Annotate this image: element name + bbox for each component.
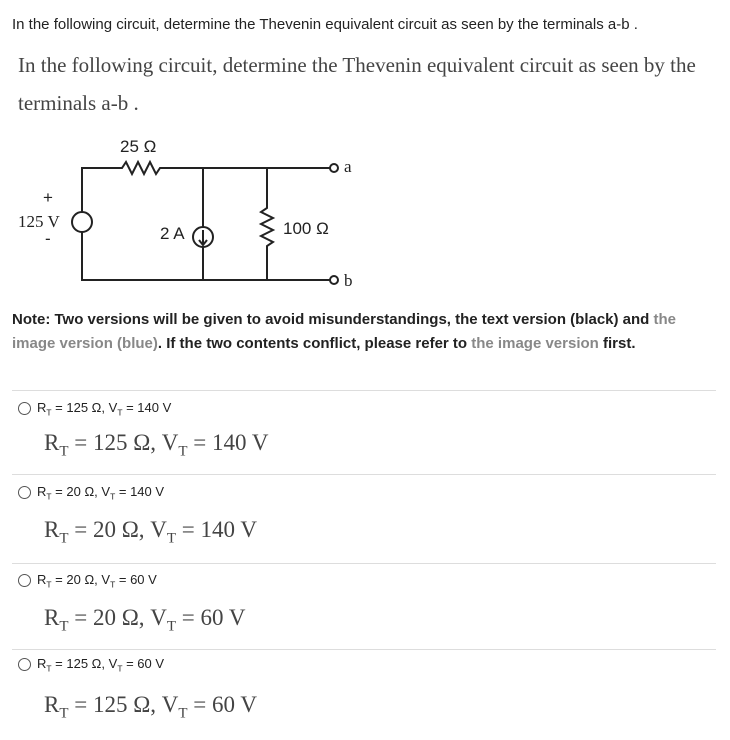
radio-button[interactable] xyxy=(18,658,31,671)
r2-label: 100 Ω xyxy=(283,219,329,238)
terminal-a-icon xyxy=(330,164,338,172)
top-wire-with-25-ohm-resistor xyxy=(82,162,330,212)
minus-label: - xyxy=(45,229,51,248)
resistance-value: 125 Ω xyxy=(92,430,151,455)
option-4[interactable] xyxy=(18,656,164,674)
comma: , xyxy=(138,517,151,542)
resistance-value: 20 Ω xyxy=(92,517,139,542)
equals: = xyxy=(176,605,201,630)
r-symbol: R xyxy=(44,692,60,717)
note-text: Note: Two versions will be given to avoid misunderstandings, the text version (black) and xyxy=(12,311,654,328)
option-text xyxy=(37,572,157,590)
subscript-t: T xyxy=(46,579,52,590)
v-symbol: V xyxy=(150,605,167,630)
100-ohm-resistor xyxy=(261,168,273,280)
v-symbol: V xyxy=(161,430,179,455)
terminal-b-icon xyxy=(330,276,338,284)
separator xyxy=(12,563,716,564)
question-text: In the following circuit, determine the Thevenin equivalent circuit as seen by the terminals a-b . xyxy=(12,16,638,33)
equals: = xyxy=(51,656,67,671)
note-text: . If the two contents conflict, please refer to xyxy=(157,335,472,352)
resistance-value: 125 Ω xyxy=(66,656,102,671)
equals: = xyxy=(68,517,93,542)
voltage-value: 140 V xyxy=(212,430,269,455)
v-symbol: V xyxy=(150,517,167,542)
comma: , xyxy=(150,692,162,717)
note-text: first. xyxy=(598,335,636,352)
a-label: a xyxy=(344,157,352,176)
r-symbol: R xyxy=(44,430,60,455)
is-label: 2 A xyxy=(160,224,185,243)
separator xyxy=(12,474,716,475)
option-3[interactable] xyxy=(18,572,157,590)
resistance-value: 20 Ω xyxy=(66,484,95,499)
subscript-t: T xyxy=(46,663,52,674)
r-symbol: R xyxy=(44,605,60,630)
equals: = xyxy=(187,692,213,717)
r-symbol: R xyxy=(44,517,60,542)
equals: = xyxy=(68,605,93,630)
separator xyxy=(12,390,716,391)
circuit-diagram xyxy=(0,0,730,300)
option-2[interactable] xyxy=(18,484,164,502)
separator xyxy=(12,649,716,650)
current-arrow-down-icon xyxy=(199,230,207,245)
bottom-wire xyxy=(82,232,330,280)
voltage-value: 140 V xyxy=(200,517,257,542)
subscript-t: T xyxy=(59,618,69,635)
r1-label: 25 Ω xyxy=(120,137,157,156)
resistance-value: 20 Ω xyxy=(92,605,139,630)
equals: = xyxy=(122,656,138,671)
option-text xyxy=(37,400,171,418)
v-symbol: V xyxy=(101,572,111,587)
option-text xyxy=(37,484,164,502)
r-symbol: R xyxy=(37,484,47,499)
voltage-value: 60 V xyxy=(137,656,165,671)
voltage-value: 60 V xyxy=(212,692,257,717)
plus-label: + xyxy=(43,188,53,207)
v-symbol: V xyxy=(108,400,118,415)
option-1[interactable] xyxy=(18,400,171,418)
v-symbol: V xyxy=(101,484,111,499)
subscript-t: T xyxy=(59,443,69,460)
option-image-text xyxy=(44,430,268,461)
equals: = xyxy=(68,430,93,455)
subscript-t: T xyxy=(117,663,123,674)
question-image-line2: terminals a-b . xyxy=(18,91,139,115)
r-symbol: R xyxy=(37,400,47,415)
equals: = xyxy=(122,400,138,415)
comma: , xyxy=(94,572,102,587)
comma: , xyxy=(94,484,102,499)
option-image-text xyxy=(44,517,257,548)
resistance-value: 20 Ω xyxy=(66,572,95,587)
v-symbol: V xyxy=(108,656,118,671)
subscript-t: T xyxy=(59,530,69,547)
voltage-value: 60 V xyxy=(130,572,157,587)
resistance-value: 125 Ω xyxy=(92,692,151,717)
note-gray: the image version (blue) xyxy=(12,311,677,352)
comma: , xyxy=(138,605,151,630)
equals: = xyxy=(115,484,131,499)
r-symbol: R xyxy=(37,572,47,587)
voltage-value: 140 V xyxy=(130,484,165,499)
subscript-t: T xyxy=(166,530,177,547)
radio-button[interactable] xyxy=(18,486,31,499)
subscript-t: T xyxy=(59,705,69,722)
subscript-t: T xyxy=(46,407,52,418)
subscript-t: T xyxy=(166,618,177,635)
comma: , xyxy=(101,656,109,671)
subscript-t: T xyxy=(110,579,116,590)
equals: = xyxy=(176,517,201,542)
note-gray: the image version xyxy=(471,335,599,352)
subscript-t: T xyxy=(46,491,52,502)
comma: , xyxy=(101,400,109,415)
v-symbol: V xyxy=(161,692,179,717)
comma: , xyxy=(150,430,162,455)
equals: = xyxy=(115,572,131,587)
subscript-t: T xyxy=(110,491,116,502)
radio-button[interactable] xyxy=(18,574,31,587)
equals: = xyxy=(51,572,67,587)
b-label: b xyxy=(344,271,353,290)
vs-label: 125 V xyxy=(18,212,60,231)
option-image-text xyxy=(44,605,245,636)
equals: = xyxy=(51,484,67,499)
option-image-text xyxy=(44,692,257,723)
equals: = xyxy=(187,430,213,455)
subscript-t: T xyxy=(178,705,188,722)
r-symbol: R xyxy=(37,656,47,671)
question-image-line1: In the following circuit, determine the Thevenin equivalent circuit as seen by the xyxy=(18,53,696,77)
equals: = xyxy=(51,400,67,415)
resistance-value: 125 Ω xyxy=(66,400,102,415)
voltage-value: 60 V xyxy=(200,605,246,630)
equals: = xyxy=(68,692,93,717)
subscript-t: T xyxy=(117,407,123,418)
note xyxy=(12,308,722,356)
voltage-source-icon xyxy=(72,212,92,232)
radio-button[interactable] xyxy=(18,402,31,415)
option-text xyxy=(37,656,164,674)
subscript-t: T xyxy=(178,443,188,460)
voltage-value: 140 V xyxy=(137,400,172,415)
